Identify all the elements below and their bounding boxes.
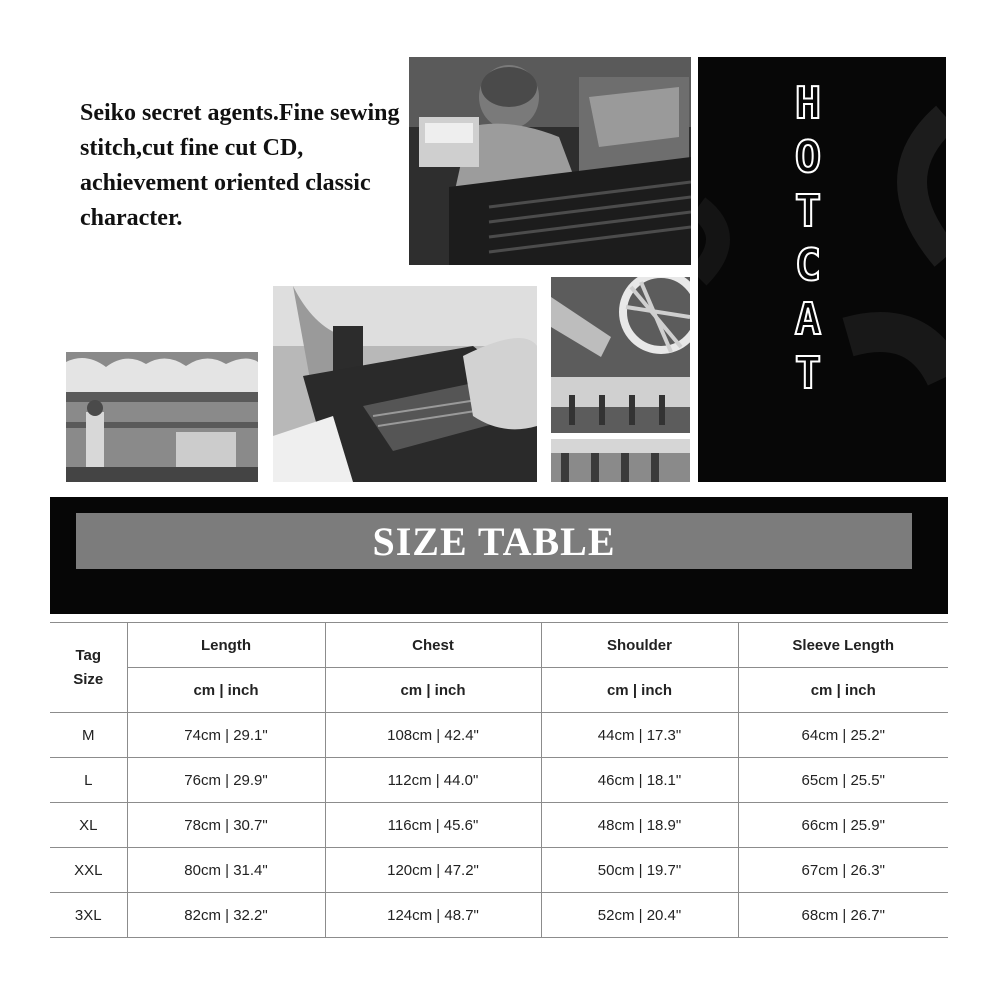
table-row — [50, 803, 948, 848]
brand-letter: O — [794, 132, 822, 183]
size-cell: M — [50, 713, 127, 758]
sleeve-cell: 66cm | 25.9" — [738, 803, 948, 848]
col-header-shoulder: Shoulder — [541, 623, 738, 668]
tag-size-header: Tag Size — [50, 623, 127, 713]
table-row — [50, 758, 948, 803]
table-row — [50, 713, 948, 758]
unit-header-sleeve-length: cm | inch — [738, 668, 948, 713]
sleeve-cell: 64cm | 25.2" — [738, 713, 948, 758]
length-cell: 74cm | 29.1" — [127, 713, 325, 758]
length-cell: 82cm | 32.2" — [127, 893, 325, 938]
chest-cell: 120cm | 47.2" — [325, 848, 541, 893]
brand-letter: A — [794, 294, 822, 345]
size-table — [50, 622, 948, 938]
shoulder-cell: 52cm | 20.4" — [541, 893, 738, 938]
shoulder-cell: 46cm | 18.1" — [541, 758, 738, 803]
brand-letter: C — [794, 240, 822, 291]
col-header-sleeve-length: Sleeve Length — [738, 623, 948, 668]
brand-letter: T — [794, 348, 822, 399]
brand-panel — [698, 57, 946, 482]
unit-header-chest: cm | inch — [325, 668, 541, 713]
sleeve-cell: 65cm | 25.5" — [738, 758, 948, 803]
table-row — [50, 848, 948, 893]
unit-header-shoulder: cm | inch — [541, 668, 738, 713]
sleeve-cell: 67cm | 26.3" — [738, 848, 948, 893]
banner-title: SIZE TABLE — [372, 518, 616, 564]
shoulder-cell: 48cm | 18.9" — [541, 803, 738, 848]
chest-cell: 108cm | 42.4" — [325, 713, 541, 758]
sleeve-cell: 68cm | 26.7" — [738, 893, 948, 938]
col-header-chest: Chest — [325, 623, 541, 668]
banner-bar — [76, 513, 912, 569]
intro-text: Seiko secret agents.Fine sewing stitch,cut fine cut CD, achievement oriented classic character. — [80, 100, 400, 231]
brand-logo-vertical — [778, 77, 838, 401]
size-table-banner — [50, 497, 948, 614]
size-cell: XXL — [50, 848, 127, 893]
length-cell: 80cm | 31.4" — [127, 848, 325, 893]
photo-worker-sewing — [409, 57, 691, 265]
size-cell: XL — [50, 803, 127, 848]
unit-header-length: cm | inch — [127, 668, 325, 713]
size-cell: 3XL — [50, 893, 127, 938]
photo-factory-floor — [66, 352, 258, 482]
chest-cell: 112cm | 44.0" — [325, 758, 541, 803]
chest-cell: 124cm | 48.7" — [325, 893, 541, 938]
length-cell: 76cm | 29.9" — [127, 758, 325, 803]
photo-machine-parts — [551, 439, 690, 482]
size-cell: L — [50, 758, 127, 803]
brand-letter: H — [794, 78, 822, 129]
length-cell: 78cm | 30.7" — [127, 803, 325, 848]
col-header-length: Length — [127, 623, 325, 668]
photo-thread-spools — [551, 277, 690, 433]
shoulder-cell: 50cm | 19.7" — [541, 848, 738, 893]
shoulder-cell: 44cm | 17.3" — [541, 713, 738, 758]
table-row — [50, 893, 948, 938]
photo-sewing-machine — [273, 286, 537, 482]
chest-cell: 116cm | 45.6" — [325, 803, 541, 848]
brand-letter: T — [794, 186, 822, 237]
